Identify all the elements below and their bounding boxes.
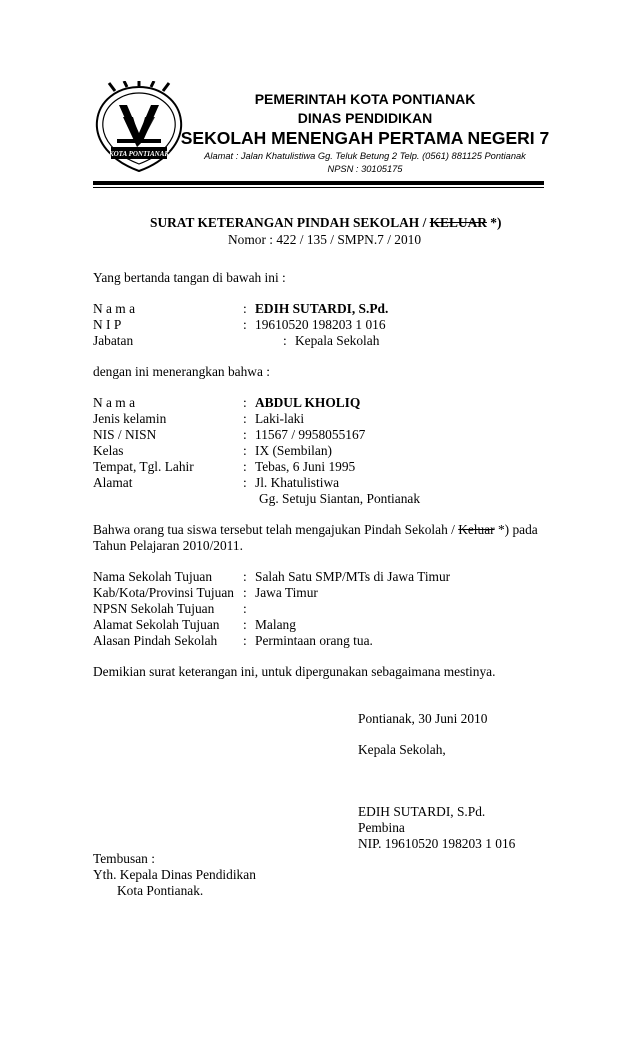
signer-position-colon: : xyxy=(283,333,287,348)
student-class-colon: : xyxy=(243,443,247,458)
dest-region-colon: : xyxy=(243,585,247,600)
letter-number: Nomor : 422 / 135 / SMPN.7 / 2010 xyxy=(228,232,422,247)
dest-reason-value: Permintaan orang tua. xyxy=(255,633,373,648)
cc-heading: Tembusan : xyxy=(93,851,155,866)
signature-place-date: Pontianak, 30 Juni 2010 xyxy=(358,711,488,726)
cc-recipient-city: Kota Pontianak. xyxy=(117,883,204,898)
closing-text: Demikian surat keterangan ini, untuk dipergunakan sebagaimana mestinya. xyxy=(93,664,496,679)
signature-nip: NIP. 19610520 198203 1 016 xyxy=(358,836,516,851)
dest-address-value: Malang xyxy=(255,617,296,632)
transfer-paragraph-line1: Bahwa orang tua siswa tersebut telah mengajukan Pindah Sekolah / Keluar *) pada xyxy=(93,522,538,537)
signature-position: Kepala Sekolah, xyxy=(358,742,446,757)
statement-text: dengan ini menerangkan bahwa : xyxy=(93,364,270,379)
student-birth-value: Tebas, 6 Juni 1995 xyxy=(255,459,356,474)
letterhead-department: DINAS PENDIDIKAN xyxy=(297,110,433,126)
dest-region-value: Jawa Timur xyxy=(255,585,318,600)
student-name-value: ABDUL KHOLIQ xyxy=(255,395,361,410)
dest-npsn-colon: : xyxy=(243,601,247,616)
student-address-value: Jl. Khatulistiwa xyxy=(255,475,340,490)
student-class-label: Kelas xyxy=(93,443,124,458)
transfer-paragraph-line2: Tahun Pelajaran 2010/2011. xyxy=(93,538,243,553)
student-gender-value: Laki-laki xyxy=(255,411,305,426)
school-crest-logo-icon xyxy=(89,81,189,177)
title-struck-word: KELUAR xyxy=(429,215,487,230)
logo-text: KOTA PONTIANAK xyxy=(108,150,170,158)
letter-title: SURAT KETERANGAN PINDAH SEKOLAH / KELUAR *) xyxy=(150,215,502,230)
signer-name-colon: : xyxy=(243,301,247,316)
signer-position-label: Jabatan xyxy=(93,333,134,348)
student-address-label: Alamat xyxy=(93,475,133,490)
signature-name: EDIH SUTARDI, S.Pd. xyxy=(358,804,486,819)
signer-nip-colon: : xyxy=(243,317,247,332)
student-birth-label: Tempat, Tgl. Lahir xyxy=(93,459,194,474)
cc-recipient: Yth. Kepala Dinas Pendidikan xyxy=(93,867,256,882)
dest-school-label: Nama Sekolah Tujuan xyxy=(93,569,213,584)
student-name-colon: : xyxy=(243,395,247,410)
letterhead-government: PEMERINTAH KOTA PONTIANAK xyxy=(254,91,476,107)
letterhead-rule-thick xyxy=(93,181,544,185)
dest-reason-colon: : xyxy=(243,633,247,648)
student-address-line2: Gg. Setuju Siantan, Pontianak xyxy=(259,491,421,506)
dest-school-colon: : xyxy=(243,569,247,584)
letterhead-npsn: NPSN : 30105175 xyxy=(327,164,403,174)
student-nis-value: 11567 / 9958055167 xyxy=(255,427,366,442)
dest-address-label: Alamat Sekolah Tujuan xyxy=(93,617,220,632)
signer-name-value: EDIH SUTARDI, S.Pd. xyxy=(255,301,389,316)
letterhead-address: Alamat : Jalan Khatulistiwa Gg. Teluk Betung 2 Telp. (0561) 881125 Pontianak xyxy=(204,151,526,161)
signer-nip-value: 19610520 198203 1 016 xyxy=(255,317,386,332)
signature-rank: Pembina xyxy=(358,820,405,835)
paragraph-struck-word: Keluar xyxy=(458,522,495,537)
dest-school-value: Salah Satu SMP/MTs di Jawa Timur xyxy=(255,569,451,584)
letterhead-school-name: SEKOLAH MENENGAH PERTAMA NEGERI 7 xyxy=(180,128,550,148)
signer-nip-label: N I P xyxy=(93,317,122,332)
dest-reason-label: Alasan Pindah Sekolah xyxy=(93,633,218,648)
student-birth-colon: : xyxy=(243,459,247,474)
student-gender-colon: : xyxy=(243,411,247,426)
signer-name-label: N a m a xyxy=(93,301,136,316)
student-address-colon: : xyxy=(243,475,247,490)
dest-address-colon: : xyxy=(243,617,247,632)
letterhead-rule-thin xyxy=(93,187,544,188)
student-name-label: N a m a xyxy=(93,395,136,410)
signer-position-value: Kepala Sekolah xyxy=(295,333,380,348)
intro-text: Yang bertanda tangan di bawah ini : xyxy=(93,270,286,285)
dest-region-label: Kab/Kota/Provinsi Tujuan xyxy=(93,585,234,600)
student-class-value: IX (Sembilan) xyxy=(255,443,332,458)
student-nis-label: NIS / NISN xyxy=(93,427,157,442)
dest-npsn-label: NPSN Sekolah Tujuan xyxy=(93,601,215,616)
student-gender-label: Jenis kelamin xyxy=(93,411,167,426)
student-nis-colon: : xyxy=(243,427,247,442)
